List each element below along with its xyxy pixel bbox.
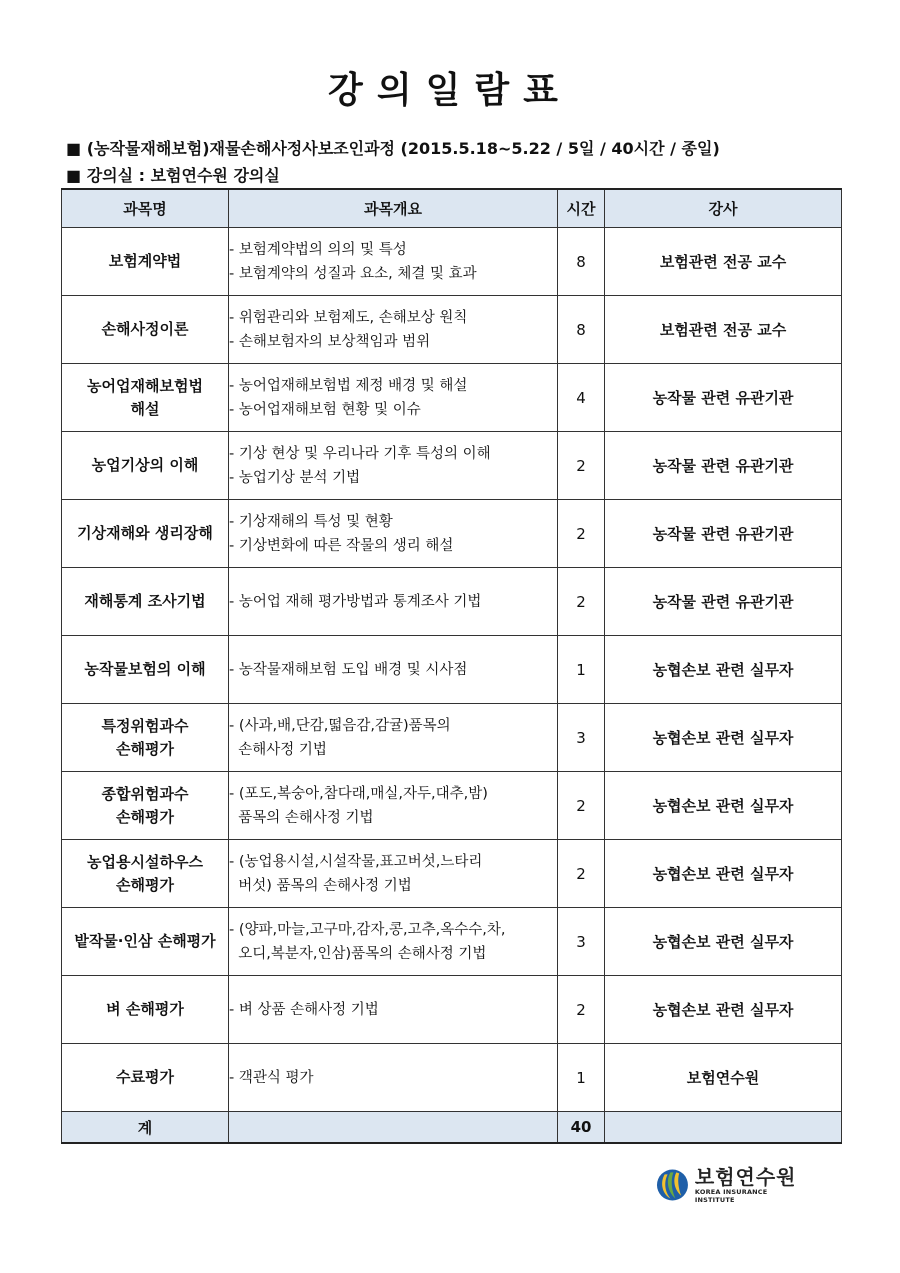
total-hours: 40 xyxy=(558,1112,605,1144)
header-lecturer: 강사 xyxy=(605,189,842,228)
lecturer-cell: 보험관련 전공 교수 xyxy=(605,228,842,296)
globe-logo-icon xyxy=(656,1168,689,1202)
lecturer-cell: 농작물 관련 유관기관 xyxy=(605,432,842,500)
outline-line: - (양파,마늘,고구마,감자,콩,고추,옥수수,차, xyxy=(229,921,506,938)
hours-cell: 2 xyxy=(558,432,605,500)
outline-line: - 보험계약법의 의의 및 특성 xyxy=(229,241,407,258)
subject-line: 손해평가 xyxy=(116,875,174,894)
subject-line: 특정위험과수 xyxy=(101,716,189,735)
lecturer-cell: 보험연수원 xyxy=(605,1044,842,1112)
subject-cell xyxy=(62,772,229,840)
hours-cell: 2 xyxy=(558,500,605,568)
header-outline: 과목개요 xyxy=(229,189,558,228)
outline-line: - (포도,복숭아,참다래,매실,자두,대추,밤) xyxy=(229,785,488,802)
table-row xyxy=(62,908,842,976)
outline-line: - 기상 현상 및 우리나라 기후 특성의 이해 xyxy=(229,445,491,462)
outline-cell xyxy=(229,636,558,704)
lecturer-cell: 농작물 관련 유관기관 xyxy=(605,500,842,568)
logo-subtitle: KOREA INSURANCE INSTITUTE xyxy=(694,1188,768,1204)
lecturer-cell: 농협손보 관련 실무자 xyxy=(605,840,842,908)
outline-line: - 손해보험자의 보상책임과 범위 xyxy=(229,333,431,350)
subject-cell xyxy=(62,228,229,296)
subject-line: 수료평가 xyxy=(116,1068,174,1086)
subject-line: 손해사정이론 xyxy=(101,320,189,338)
subject-cell xyxy=(62,500,229,568)
subject-line: 손해평가 xyxy=(116,739,174,758)
logo-name: 보험연수원 xyxy=(694,1165,797,1189)
outline-line: - 농어업재해보험 현황 및 이슈 xyxy=(229,401,421,418)
table-row xyxy=(62,1044,842,1112)
lecturer-cell: 농협손보 관련 실무자 xyxy=(605,704,842,772)
subject-cell xyxy=(62,704,229,772)
table-row xyxy=(62,228,842,296)
outline-line: - 기상변화에 따른 작물의 생리 해설 xyxy=(229,537,454,554)
outline-cell xyxy=(229,840,558,908)
subject-cell xyxy=(62,908,229,976)
hours-cell: 2 xyxy=(558,772,605,840)
lecturer-cell: 농협손보 관련 실무자 xyxy=(605,772,842,840)
subject-line: 밭작물·인삼 손해평가 xyxy=(74,932,216,950)
outline-cell xyxy=(229,908,558,976)
subject-line: 손해평가 xyxy=(116,807,174,826)
outline-cell xyxy=(229,704,558,772)
hours-cell: 1 xyxy=(558,636,605,704)
classroom-info: ■ 강의실 : 보험연수원 강의실 xyxy=(66,166,280,185)
lecturer-cell: 농협손보 관련 실무자 xyxy=(605,636,842,704)
outline-cell xyxy=(229,432,558,500)
subject-cell xyxy=(62,364,229,432)
page-title: 강의일람표 xyxy=(328,70,572,111)
subject-cell xyxy=(62,976,229,1044)
subject-line: 해설 xyxy=(130,399,160,418)
hours-cell: 2 xyxy=(558,568,605,636)
outline-line: - 보험계약의 성질과 요소, 체결 및 효과 xyxy=(229,265,477,282)
outline-line: - 객관식 평가 xyxy=(229,1069,314,1086)
total-label: 계 xyxy=(62,1112,229,1144)
lecturer-cell: 농협손보 관련 실무자 xyxy=(605,908,842,976)
lecturer-cell: 농작물 관련 유관기관 xyxy=(605,568,842,636)
table-row xyxy=(62,364,842,432)
subject-line: 벼 손해평가 xyxy=(106,1000,184,1018)
subject-cell xyxy=(62,432,229,500)
outline-cell xyxy=(229,364,558,432)
outline-line: - 농어업 재해 평가방법과 통계조사 기법 xyxy=(229,593,482,610)
outline-line: - (사과,배,단감,떫음감,감귤)품목의 xyxy=(229,717,451,734)
hours-cell: 4 xyxy=(558,364,605,432)
outline-line: 손해사정 기법 xyxy=(229,741,327,758)
outline-line: - 농업기상 분석 기법 xyxy=(229,469,361,486)
institute-logo xyxy=(656,1165,806,1205)
subject-line: 종합위험과수 xyxy=(101,784,189,803)
outline-cell xyxy=(229,228,558,296)
hours-cell: 8 xyxy=(558,228,605,296)
hours-cell: 8 xyxy=(558,296,605,364)
outline-line: - 벼 상품 손해사정 기법 xyxy=(229,1001,379,1018)
outline-cell xyxy=(229,772,558,840)
table-row xyxy=(62,432,842,500)
subject-cell xyxy=(62,636,229,704)
total-empty-cell xyxy=(229,1112,558,1144)
outline-cell xyxy=(229,500,558,568)
outline-line: 버섯) 품목의 손해사정 기법 xyxy=(229,877,412,894)
hours-cell: 1 xyxy=(558,1044,605,1112)
subject-line: 농업용시설하우스 xyxy=(87,852,203,871)
table-row xyxy=(62,568,842,636)
table-header-row xyxy=(62,189,842,228)
course-info: ■ (농작물재해보험)재물손해사정사보조인과정 (2015.5.18~5.22 / 5일 / 40시간 / 종일) xyxy=(66,139,720,158)
outline-line: - (농업용시설,시설작물,표고버섯,느타리 xyxy=(229,853,483,870)
table-row xyxy=(62,636,842,704)
hours-cell: 2 xyxy=(558,976,605,1044)
table-row xyxy=(62,772,842,840)
subject-line: 보험계약법 xyxy=(108,252,182,270)
subject-line: 농업기상의 이해 xyxy=(91,456,199,474)
subject-cell xyxy=(62,1044,229,1112)
outline-line: - 기상재해의 특성 및 현황 xyxy=(229,513,393,530)
subject-line: 기상재해와 생리장해 xyxy=(77,524,213,542)
outline-cell xyxy=(229,568,558,636)
subject-cell xyxy=(62,568,229,636)
table-row xyxy=(62,976,842,1044)
header-hours: 시간 xyxy=(558,189,605,228)
lecturer-cell: 농협손보 관련 실무자 xyxy=(605,976,842,1044)
hours-cell: 3 xyxy=(558,908,605,976)
outline-cell xyxy=(229,296,558,364)
outline-cell xyxy=(229,976,558,1044)
table-row xyxy=(62,296,842,364)
subject-line: 재해통계 조사기법 xyxy=(84,592,206,610)
outline-line: 오디,복분자,인삼)품목의 손해사정 기법 xyxy=(229,945,487,962)
table-row xyxy=(62,704,842,772)
outline-line: 품목의 손해사정 기법 xyxy=(229,809,374,826)
subject-line: 농작물보험의 이해 xyxy=(84,660,206,678)
lecturer-cell: 농작물 관련 유관기관 xyxy=(605,364,842,432)
outline-line: - 위험관리와 보험제도, 손해보상 원칙 xyxy=(229,309,468,326)
subject-cell xyxy=(62,296,229,364)
lecture-schedule-table xyxy=(61,188,842,1144)
table-row xyxy=(62,840,842,908)
hours-cell: 2 xyxy=(558,840,605,908)
outline-line: - 농작물재해보험 도입 배경 및 시사점 xyxy=(229,661,468,678)
outline-line: - 농어업재해보험법 제정 배경 및 해설 xyxy=(229,377,468,394)
table-body xyxy=(62,228,842,1112)
total-row xyxy=(62,1112,842,1144)
total-empty-cell xyxy=(605,1112,842,1144)
outline-cell xyxy=(229,1044,558,1112)
table-row xyxy=(62,500,842,568)
hours-cell: 3 xyxy=(558,704,605,772)
subject-line: 농어업재해보험법 xyxy=(87,376,203,395)
subject-cell xyxy=(62,840,229,908)
lecturer-cell: 보험관련 전공 교수 xyxy=(605,296,842,364)
header-subject: 과목명 xyxy=(62,189,229,228)
